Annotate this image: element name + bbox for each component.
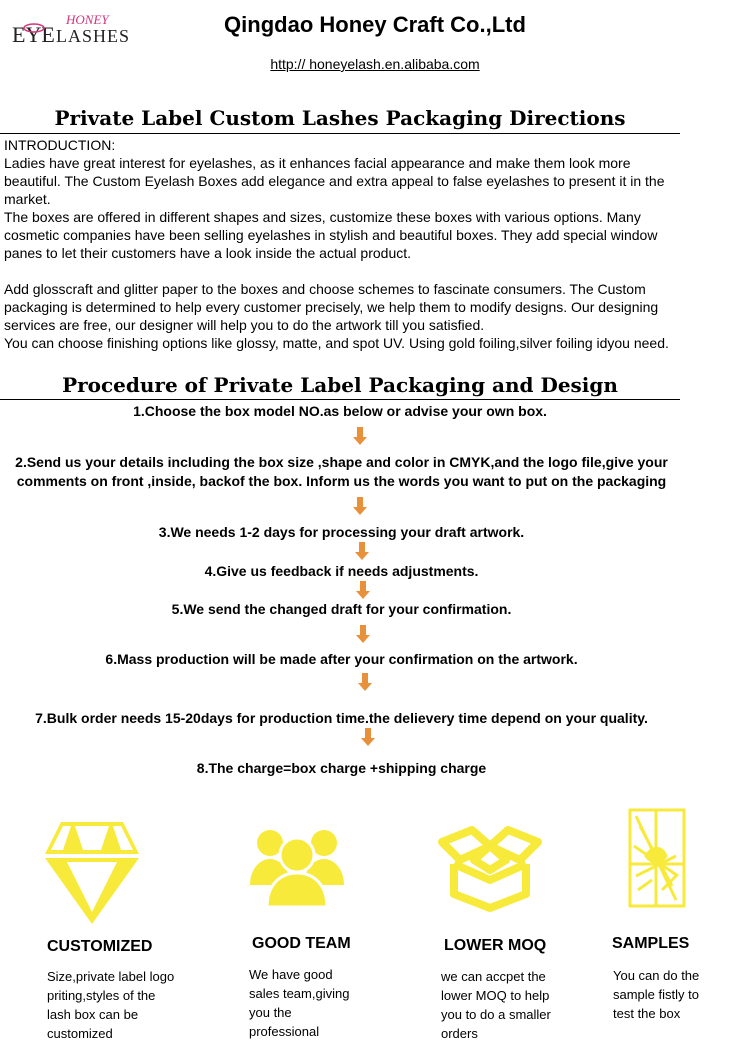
- intro-para-1: Ladies have great interest for eyelashes, as it enhances facial appearance and make them look more beautiful. The Custom Eyelash Boxes add elegance and extra appeal to false eyelashes to present it in the market.: [4, 155, 665, 207]
- diamond-icon: [45, 822, 139, 924]
- company-logo: [8, 8, 148, 46]
- down-arrow-icon: [355, 542, 369, 560]
- intro-para-3: Add glosscraft and glitter paper to the boxes and choose schemes to fascinate consumers. The Custom packaging is determined to help every customer precisely, we help them to modify designs. Our designing services are free, our designer will help you to do the artwork till you satisfied.: [4, 281, 659, 333]
- logo-letters: EYE: [12, 22, 55, 46]
- team-icon: [248, 823, 346, 907]
- company-url[interactable]: http:// honeyelash.en.alibaba.com: [270, 56, 480, 72]
- intro-label: INTRODUCTION:: [4, 137, 116, 153]
- step-7: 7.Bulk order needs 15-20days for production time.the delievery time depend on your quality.: [35, 710, 648, 726]
- divider: [0, 133, 680, 134]
- feature-text-samples: You can do the sample fistly to test the box: [613, 968, 700, 1021]
- open-box-icon: [434, 826, 546, 912]
- down-arrow-icon: [356, 581, 370, 599]
- divider: [0, 399, 680, 400]
- feature-title-customized: CUSTOMIZED: [47, 938, 153, 955]
- section2-title: Procedure of Private Label Packaging and Design: [62, 373, 618, 397]
- section1-title: Private Label Custom Lashes Packaging Directions: [54, 106, 626, 130]
- feature-text-lower-moq: we can accpet the lower MOQ to help you to do a smaller orders: [441, 969, 551, 1041]
- feature-text-good-team: We have good sales team,giving you the professional: [249, 967, 350, 1039]
- feature-title-lower-moq: LOWER MOQ: [444, 937, 547, 954]
- down-arrow-icon: [361, 728, 375, 746]
- step-3: 3.We needs 1-2 days for processing your draft artwork.: [158, 524, 525, 540]
- feature-title-good-team: GOOD TEAM: [252, 935, 351, 952]
- down-arrow-icon: [353, 497, 367, 515]
- step-6: 6.Mass production will be made after your confirmation on the artwork.: [105, 651, 578, 667]
- step-8: 8.The charge=box charge +shipping charge: [196, 760, 487, 776]
- intro-para-4: You can choose finishing options like glossy, matte, and spot UV. Using gold foiling,silver foiling idyou need.: [4, 335, 669, 351]
- company-name: Qingdao Honey Craft Co.,Ltd: [224, 12, 526, 37]
- down-arrow-icon: [358, 673, 372, 691]
- feature-title-samples: SAMPLES: [612, 935, 690, 952]
- step-4: 4.Give us feedback if needs adjustments.: [204, 563, 479, 579]
- down-arrow-icon: [356, 625, 370, 643]
- intro-para-2: The boxes are offered in different shapes and sizes, customize these boxes with various options. Many cosmetic companies have been selling eyelashes in stylish and beautiful boxes. They add special window panes to let their customers have a look inside the actual product.: [4, 209, 658, 261]
- gift-box-icon: [626, 806, 688, 910]
- step-5: 5.We send the changed draft for your confirmation.: [171, 601, 512, 617]
- down-arrow-icon: [353, 427, 367, 445]
- step-2: 2.Send us your details including the box size ,shape and color in CMYK,and the logo file,give your comments on front ,inside, backof the box. Inform us the words you want to put on the packaging: [15, 454, 668, 489]
- logo-honey-text: HONEY: [66, 12, 109, 27]
- logo-lashes-text: LASHES: [56, 26, 131, 46]
- step-1: 1.Choose the box model NO.as below or advise your own box.: [133, 403, 547, 419]
- feature-text-customized: Size,private label logo priting,styles of the lash box can be customized: [47, 969, 175, 1041]
